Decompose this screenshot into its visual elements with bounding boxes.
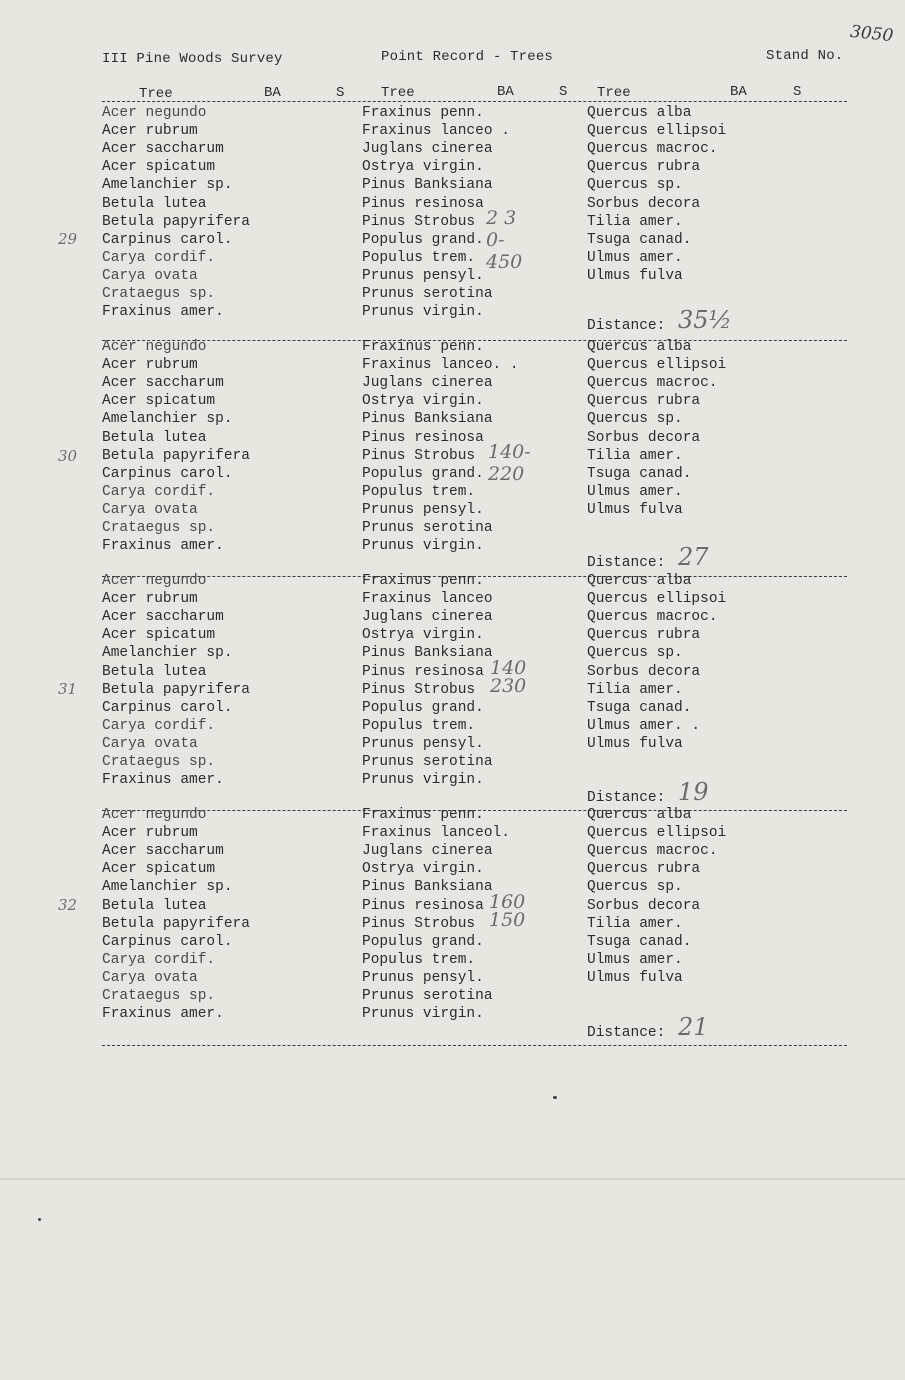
tree-species: Populus trem.	[362, 717, 476, 734]
tree-species: Sorbus decora	[587, 429, 701, 446]
tree-species: Juglans cinerea	[362, 843, 493, 860]
tree-species: Prunus serotina	[362, 286, 493, 302]
distance-value: 35½	[678, 306, 732, 334]
tree-species: Populus grand.	[362, 699, 484, 716]
tree-species: Juglans cinerea	[362, 375, 493, 392]
tree-species: Betula papyrifera	[102, 447, 250, 464]
tree-species: Acer negundo	[102, 339, 207, 355]
tree-species: Quercus sp.	[587, 879, 683, 896]
tree-species: Ostrya virgin.	[362, 393, 484, 410]
tree-species: Quercus ellipsoi	[587, 123, 727, 140]
tree-species: Fraxinus penn.	[362, 339, 484, 355]
tree-species: Sorbus decora	[587, 663, 701, 680]
tree-species: Quercus alba	[587, 105, 692, 121]
tree-species: Pinus Banksiana	[362, 177, 493, 194]
tree-species: Ulmus fulva	[587, 969, 683, 986]
tree-species: Amelanchier sp.	[102, 645, 233, 662]
distance-value: 27	[678, 543, 709, 571]
tree-species: Acer spicatum	[102, 861, 216, 878]
tree-species: Ulmus fulva	[587, 267, 683, 284]
tree-species: Prunus pensyl.	[362, 735, 484, 752]
tree-species: Populus trem.	[362, 483, 476, 500]
tree-species: Carya cordif.	[102, 249, 216, 266]
tree-species: Pinus resinosa	[362, 195, 484, 212]
tree-species: Acer saccharum	[102, 141, 224, 158]
tree-species: Acer rubrum	[102, 357, 198, 374]
tree-species: Ulmus amer. .	[587, 717, 701, 734]
paper-fold	[0, 1178, 905, 1180]
tree-species: Quercus rubra	[587, 627, 701, 644]
tree-species: Juglans cinerea	[362, 141, 493, 158]
tree-species: Populus grand.	[362, 231, 484, 248]
tree-species: Carpinus carol.	[102, 933, 233, 950]
col2-tree-header: Tree	[381, 85, 415, 101]
tree-species: Fraxinus lanceo. .	[362, 357, 519, 374]
ba-note: 140-220	[488, 440, 531, 485]
tree-species: Prunus pensyl.	[362, 969, 484, 986]
col1-s-header: S	[336, 85, 345, 101]
tree-species: Pinus Strobus	[362, 915, 476, 932]
tree-species: Pinus Banksiana	[362, 645, 493, 662]
tree-species: Quercus macroc.	[587, 141, 718, 158]
tree-species: Acer spicatum	[102, 393, 216, 410]
tree-species: Acer spicatum	[102, 159, 216, 176]
tree-species: Populus trem.	[362, 951, 476, 968]
tree-species: Quercus rubra	[587, 159, 701, 176]
tree-species: Acer saccharum	[102, 375, 224, 392]
tree-species: Quercus macroc.	[587, 843, 718, 860]
col2-ba-header: BA	[497, 84, 514, 100]
tree-species: Prunus serotina	[362, 520, 493, 536]
tree-species: Prunus pensyl.	[362, 501, 484, 518]
tree-species: Pinus Strobus	[362, 213, 476, 230]
tree-species: Prunus virgin.	[362, 304, 484, 321]
tree-species: Prunus virgin.	[362, 772, 484, 789]
tree-species: Fraxinus penn.	[362, 573, 484, 589]
col1-ba-header: BA	[264, 85, 281, 101]
tree-species: Quercus macroc.	[587, 375, 718, 392]
section-separator	[102, 1045, 847, 1046]
tree-species: Ulmus amer.	[587, 483, 683, 500]
col1-tree-header: Tree	[139, 86, 173, 102]
tree-species: Fraxinus amer.	[102, 772, 224, 789]
tree-species: Pinus Banksiana	[362, 879, 493, 896]
tree-species: Betula lutea	[102, 195, 207, 212]
tree-species: Ostrya virgin.	[362, 159, 484, 176]
tree-species: Quercus sp.	[587, 411, 683, 428]
distance-label: Distance:	[587, 555, 666, 571]
tree-species: Prunus virgin.	[362, 1006, 484, 1023]
tree-species: Sorbus decora	[587, 195, 701, 212]
tree-species: Ostrya virgin.	[362, 627, 484, 644]
stand-label: Stand No.	[766, 48, 844, 64]
survey-title: III Pine Woods Survey	[102, 51, 283, 67]
tree-species: Ulmus fulva	[587, 501, 683, 518]
point-number: 29	[58, 230, 78, 248]
ba-note: 160	[489, 890, 526, 913]
tree-species: Fraxinus penn.	[362, 807, 484, 823]
distance-value: 21	[678, 1013, 709, 1041]
tree-species: Betula lutea	[102, 429, 207, 446]
tree-species: Fraxinus amer.	[102, 538, 224, 555]
tree-species: Fraxinus lanceo .	[362, 123, 510, 140]
tree-species: Ostrya virgin.	[362, 861, 484, 878]
tree-species: Ulmus amer.	[587, 249, 683, 266]
point-number: 32	[58, 896, 78, 914]
tree-species: Quercus rubra	[587, 861, 701, 878]
tree-species: Tilia amer.	[587, 681, 683, 698]
tree-species: Fraxinus amer.	[102, 304, 224, 321]
tree-species: Pinus Strobus	[362, 681, 476, 698]
tree-species: Prunus serotina	[362, 988, 493, 1004]
tree-species: Carya ovata	[102, 969, 198, 986]
ba-note: 140	[490, 656, 527, 679]
tree-species: Betula lutea	[102, 663, 207, 680]
col3-s-header: S	[793, 84, 802, 100]
tree-species: Crataegus sp.	[102, 754, 216, 770]
ink-speck	[553, 1096, 557, 1099]
tree-species: Carya ovata	[102, 501, 198, 518]
tree-species: Fraxinus penn.	[362, 105, 484, 121]
tree-species: Tilia amer.	[587, 213, 683, 230]
col3-tree-header: Tree	[597, 85, 631, 101]
tree-species: Carya cordif.	[102, 717, 216, 734]
tree-species: Prunus pensyl.	[362, 267, 484, 284]
tree-species: Ulmus fulva	[587, 735, 683, 752]
tree-species: Amelanchier sp.	[102, 879, 233, 896]
tree-species: Acer saccharum	[102, 609, 224, 626]
tree-species: Carya ovata	[102, 267, 198, 284]
tree-species: Tsuga canad.	[587, 465, 692, 482]
tree-species: Pinus Banksiana	[362, 411, 493, 428]
tree-species: Crataegus sp.	[102, 988, 216, 1004]
tree-species: Populus grand.	[362, 465, 484, 482]
tree-species: Carpinus carol.	[102, 699, 233, 716]
tree-species: Prunus serotina	[362, 754, 493, 770]
stand-number: 3050	[849, 21, 895, 47]
tree-species: Acer negundo	[102, 573, 207, 589]
tree-species: Quercus macroc.	[587, 609, 718, 626]
tree-species: Tilia amer.	[587, 447, 683, 464]
tree-species: Populus trem.	[362, 249, 476, 266]
tree-species: Betula papyrifera	[102, 213, 250, 230]
tree-species: Tsuga canad.	[587, 933, 692, 950]
tree-species: Fraxinus lanceo	[362, 591, 493, 608]
tree-species: Crataegus sp.	[102, 286, 216, 302]
tree-species: Betula papyrifera	[102, 681, 250, 698]
ba-note: 2 3 0-450	[486, 206, 523, 273]
tree-species: Quercus alba	[587, 573, 692, 589]
tree-species: Quercus alba	[587, 339, 692, 355]
tree-species: Quercus ellipsoi	[587, 825, 727, 842]
tree-species: Quercus rubra	[587, 393, 701, 410]
tree-species: Tsuga canad.	[587, 231, 692, 248]
col3-ba-header: BA	[730, 84, 747, 100]
tree-species: Amelanchier sp.	[102, 411, 233, 428]
tree-species: Amelanchier sp.	[102, 177, 233, 194]
tree-species: Acer rubrum	[102, 123, 198, 140]
col2-s-header: S	[559, 84, 568, 100]
tree-species: Carya ovata	[102, 735, 198, 752]
distance-label: Distance:	[587, 1025, 666, 1041]
point-number: 31	[58, 680, 78, 698]
tree-species: Carpinus carol.	[102, 231, 233, 248]
tree-species: Juglans cinerea	[362, 609, 493, 626]
tree-species: Pinus resinosa	[362, 429, 484, 446]
tree-species: Quercus alba	[587, 807, 692, 823]
tree-species: Sorbus decora	[587, 897, 701, 914]
tree-species: Pinus Strobus	[362, 447, 476, 464]
tree-species: Quercus ellipsoi	[587, 591, 727, 608]
ba-note: 150	[489, 908, 526, 931]
tree-species: Betula lutea	[102, 897, 207, 914]
tree-species: Quercus ellipsoi	[587, 357, 727, 374]
tree-species: Crataegus sp.	[102, 520, 216, 536]
ink-speck	[38, 1218, 41, 1221]
distance-value: 19	[678, 778, 709, 806]
tree-species: Carya cordif.	[102, 483, 216, 500]
header-underline	[102, 101, 847, 102]
tree-species: Acer spicatum	[102, 627, 216, 644]
tree-species: Acer negundo	[102, 807, 207, 823]
tree-species: Quercus sp.	[587, 645, 683, 662]
tree-species: Carpinus carol.	[102, 465, 233, 482]
ba-note: 230	[490, 674, 527, 697]
tree-species: Prunus virgin.	[362, 538, 484, 555]
tree-species: Pinus resinosa	[362, 663, 484, 680]
tree-species: Fraxinus amer.	[102, 1006, 224, 1023]
tree-species: Quercus sp.	[587, 177, 683, 194]
tree-species: Carya cordif.	[102, 951, 216, 968]
distance-label: Distance:	[587, 318, 666, 334]
tree-species: Fraxinus lanceol.	[362, 825, 510, 842]
tree-species: Pinus resinosa	[362, 897, 484, 914]
tree-species: Acer negundo	[102, 105, 207, 121]
tree-species: Acer rubrum	[102, 591, 198, 608]
tree-species: Populus grand.	[362, 933, 484, 950]
point-number: 30	[58, 447, 78, 465]
tree-species: Tsuga canad.	[587, 699, 692, 716]
distance-label: Distance:	[587, 790, 666, 806]
tree-species: Acer rubrum	[102, 825, 198, 842]
tree-species: Tilia amer.	[587, 915, 683, 932]
tree-species: Acer saccharum	[102, 843, 224, 860]
record-title: Point Record - Trees	[381, 49, 554, 65]
tree-species: Betula papyrifera	[102, 915, 250, 932]
tree-species: Ulmus amer.	[587, 951, 683, 968]
